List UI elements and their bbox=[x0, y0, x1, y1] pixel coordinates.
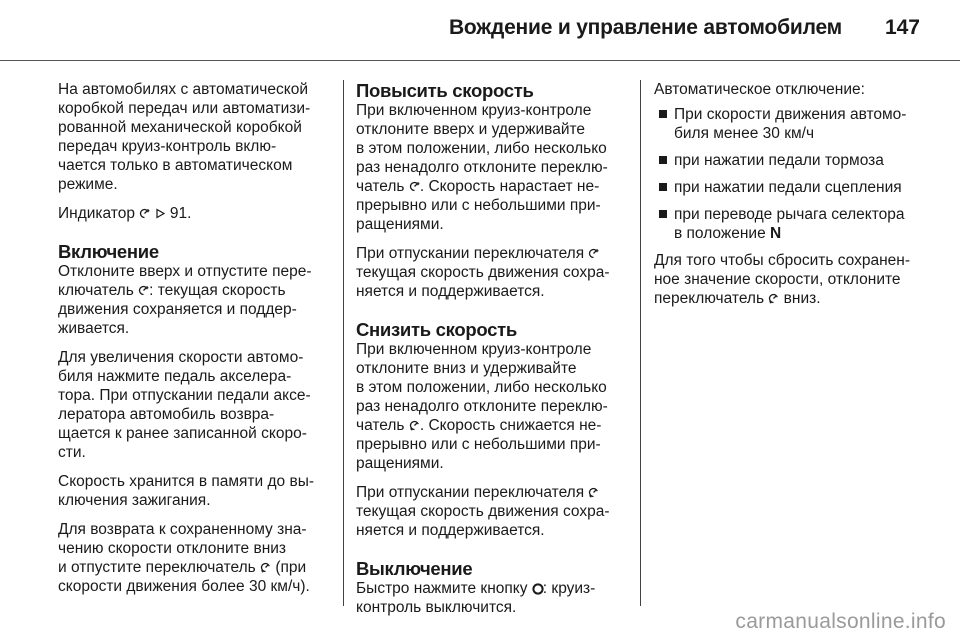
list-item: при нажатии педали тормоза bbox=[654, 151, 940, 170]
list-item: при нажатии педали сцепления bbox=[654, 178, 940, 197]
page-number: 147 bbox=[884, 16, 920, 39]
auto-off-label: Автоматическое отключение: bbox=[654, 81, 865, 98]
column-left bbox=[58, 80, 344, 614]
page-header bbox=[0, 0, 960, 60]
section-on: Включение Отклоните вверх и отпустите пере- ключатель : текущая скорость движения сохраняется и поддер- живается. Для увеличения скорости автомо- биля нажмите педаль акселера- тора. При отпускании педали аксе- лератора автомобиль возвра- щается к ранее записанной скоро- сти. Скорость хранится в памяти до вы- ключения зажигания. Для возврата к сохраненному зна- чению скорости отклоните вниз и отпустите переключатель (при скорости движения более 30 км/ч). bbox=[58, 241, 344, 596]
column-right bbox=[654, 80, 940, 318]
list-item: при переводе рычага селектора в положение N bbox=[654, 205, 940, 243]
auto-off-list bbox=[654, 105, 940, 243]
section-heading: Выключение bbox=[356, 558, 473, 579]
cruise-speed-down-icon bbox=[409, 420, 420, 431]
intro-paragraph: На автомобилях с автоматической коробкой передач или автоматизи- рованной механической коробкой передач круиз-контроль вклю- чается только в автоматическом режиме. bbox=[58, 81, 311, 193]
cruise-speed-up-icon bbox=[588, 248, 599, 259]
column-middle bbox=[356, 80, 642, 635]
page-reference-arrow-icon bbox=[155, 208, 166, 219]
section-heading: Снизить скорость bbox=[356, 319, 517, 340]
cruise-speed-up-icon bbox=[139, 208, 150, 219]
section-heading: Включение bbox=[58, 241, 159, 262]
cruise-speed-down-icon bbox=[260, 562, 271, 573]
gear-neutral-label: N bbox=[770, 225, 782, 242]
cruise-speed-up-icon bbox=[138, 285, 149, 296]
reset-paragraph: Для того чтобы сбросить сохранен- ное значение скорости, отклоните переключатель вниз. bbox=[654, 252, 910, 307]
cruise-speed-down-icon bbox=[588, 487, 599, 498]
header-divider bbox=[0, 60, 960, 61]
list-item: При скорости движения автомо- биля менее 30 км/ч bbox=[654, 105, 940, 143]
section-speed-up: Повысить скорость При включенном круиз-контроле отклоните вверх и удерживайте в этом положении, либо несколько раз ненадолго отклоните переклю- чатель . Скорость нарастает не- прерывно или с небольшими при- ращениями. При отпускании переключателя текущая скорость движения сохра- няется и поддерживается. bbox=[356, 80, 642, 301]
page-title: Вождение и управление автомобилем bbox=[448, 16, 842, 39]
section-off: Выключение Быстро нажмите кнопку : круиз- контроль выключится. bbox=[356, 558, 642, 617]
section-heading: Повысить скорость bbox=[356, 80, 534, 101]
cruise-speed-up-icon bbox=[409, 181, 420, 192]
circle-off-icon bbox=[532, 583, 543, 594]
watermark: carmanualsonline.info bbox=[735, 610, 946, 633]
cruise-speed-down-icon bbox=[768, 293, 779, 304]
section-speed-down: Снизить скорость При включенном круиз-контроле отклоните вниз и удерживайте в этом положении, либо несколько раз ненадолго отклоните переклю- чатель . Скорость снижается не- прерывно или с небольшими при- ращениями. При отпускании переключателя текущая скорость движения сохра- няется и поддерживается. bbox=[356, 319, 642, 540]
indicator-paragraph: Индикатор 91. bbox=[58, 205, 192, 222]
